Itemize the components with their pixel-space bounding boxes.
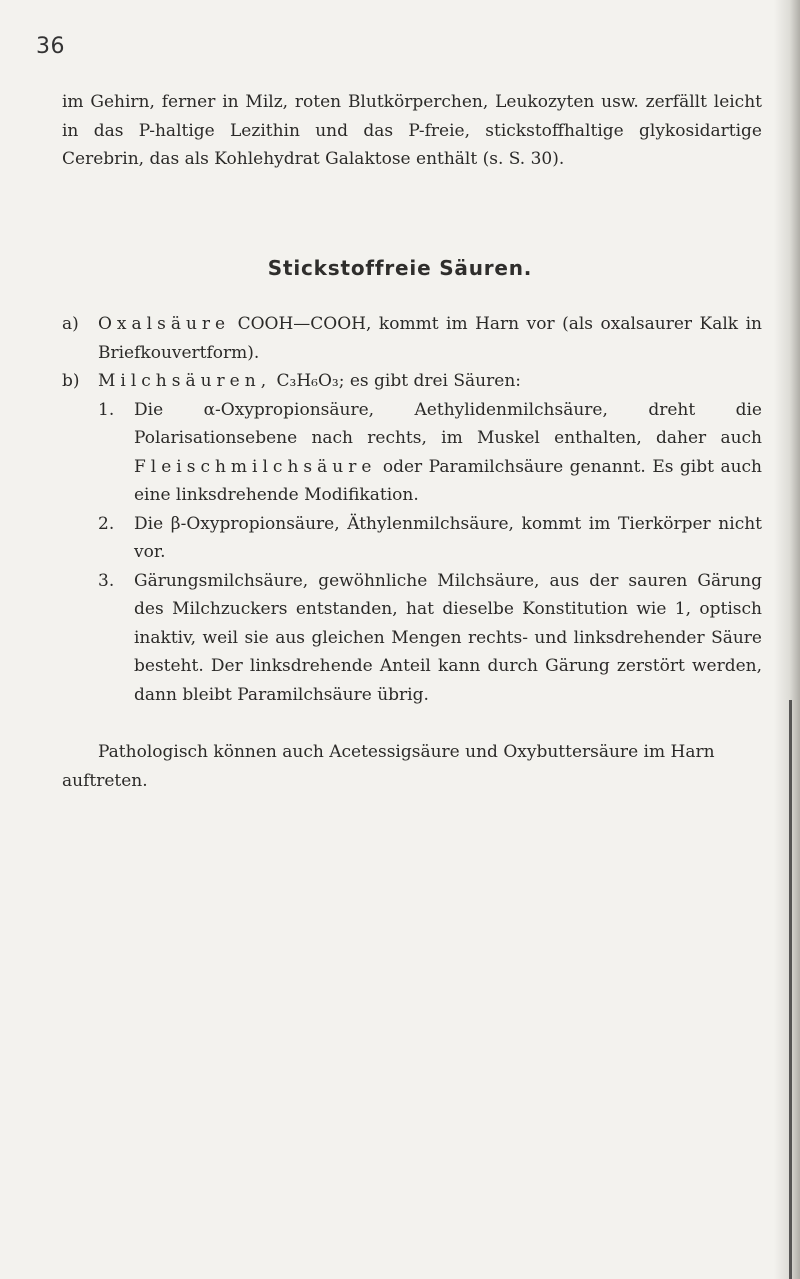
- list-item-oxalsaeure: [62, 310, 762, 367]
- item-text: Die β-Oxypropionsäure, Äthylenmilchsäure, kommt im Tierkörper nicht vor.: [134, 513, 762, 562]
- item-text: ; es gibt drei Säuren:: [338, 371, 521, 391]
- sub-item-1: [98, 396, 762, 510]
- term-milchsaeuren: Milchsäuren,: [98, 371, 272, 391]
- item-text: Gärungsmilchsäure, gewöhnliche Milchsäure, aus der sauren Gärung des Milchzuckers entstanden, hat dieselbe Konstitution wie 1, optisch inaktiv, weil sie aus gleichen Mengen rechts- und linksdrehender Säure besteht. Der linksdrehende Anteil kann durch Gärung zerstört werden, dann bleibt Paramilchsäure übrig.: [134, 570, 762, 705]
- page-edge-shadow: [774, 0, 800, 1279]
- acid-list: [62, 310, 762, 709]
- item-text: oder Paramilchsäure genannt. Es gibt auch eine linksdrehende Modifikation.: [134, 456, 762, 505]
- closing-text: Pathologisch können auch Acetessigsäure und Oxybuttersäure im Harn auftreten.: [62, 742, 715, 791]
- intro-paragraph: im Gehirn, ferner in Milz, roten Blutkörperchen, Leukozyten usw. zerfällt leicht in das P-haltige Lezithin und das P-freie, stickstoffhaltige glykosidartige Cerebrin, das als Kohlehydrat Galaktose enthält (s. S. 30).: [62, 92, 762, 169]
- term-oxalsaeure: Oxalsäure: [98, 314, 231, 334]
- sub-list: [98, 396, 762, 710]
- sub-item-2: [98, 510, 762, 567]
- list-marker: b): [62, 371, 80, 391]
- list-marker: a): [62, 314, 79, 334]
- item-text: COOH—COOH, kommt im Harn vor (als oxalsaurer Kalk in Briefkouvertform).: [98, 314, 762, 363]
- sub-item-3: [98, 567, 762, 710]
- closing-paragraph: [62, 738, 762, 795]
- page-edge-line: [789, 700, 792, 1279]
- item-text: Die α-Oxypropionsäure, Aethylidenmilchsäure, dreht die Polarisationsebene nach rechts, im Muskel enthalten, daher auch: [134, 399, 762, 448]
- term-fleischmilchsaeure: Fleischmilchsäure: [134, 456, 377, 477]
- section-heading: Stickstoffreie Säuren.: [267, 256, 533, 280]
- list-item-milchsaeuren: [62, 367, 762, 396]
- page-number: 36: [36, 34, 65, 59]
- list-marker: 1.: [98, 399, 115, 420]
- list-marker: 3.: [98, 570, 115, 591]
- formula: C₃H₆O₃: [276, 371, 339, 391]
- list-marker: 2.: [98, 513, 115, 534]
